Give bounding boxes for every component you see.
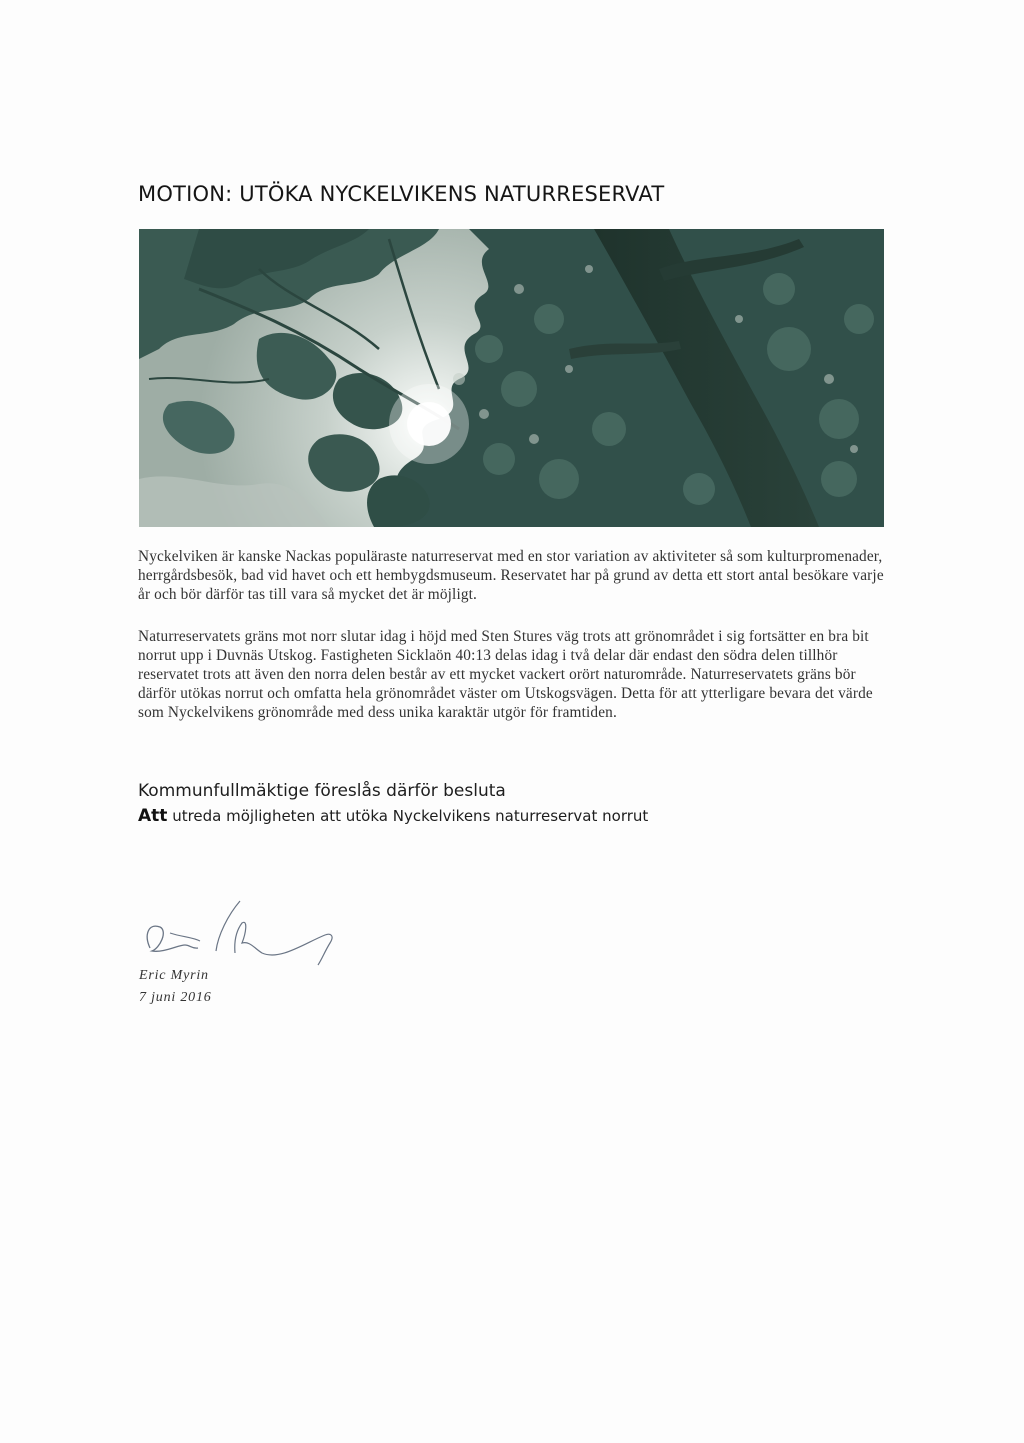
att-word: Att: [138, 806, 168, 826]
paragraph-2: Naturreservatets gräns mot norr slutar idag i höjd med Sten Stures väg trots att grönområdet i sig fortsätter en bra bit norrut upp i Duvnäs Utskog. Fastigheten Sicklaön 40:13 delas idag i två delar där endast den södra delen tillhör reservatet trots att även den norra delen består av ett mycket vackert orört naturområde. Naturreservatets gräns bör därför utökas norrut och omfatta hela grönområdet väster om Utskogsvägen. Detta för att ytterligare bevara det värde som Nyckelvikens grönområde med dess unika karaktär utgör för framtiden.: [138, 628, 873, 721]
decision-proposal: utreda möjligheten att utöka Nyckelvikens naturreservat norrut: [172, 807, 649, 825]
decision-proposal-line: [138, 806, 648, 826]
signatory-name: Eric Myrin: [139, 968, 209, 983]
document-title: MOTION: UTÖKA NYCKELVIKENS NATURRESERVAT: [138, 182, 665, 206]
paragraph-1: Nyckelviken är kanske Nackas populäraste naturreservat med en stor variation av aktiviteter så som kulturpromenader, herrgårdsbesök, bad vid havet och ett hembygdsmuseum. Reservatet har på grund av detta ett stort antal besökare varje år och bör därför tas till vara så mycket det är möjligt.: [138, 548, 884, 603]
tree-canopy-photo: [139, 229, 884, 527]
handwritten-signature: [130, 893, 355, 975]
signature-date: 7 juni 2016: [139, 990, 212, 1005]
decision-heading: Kommunfullmäktige föreslås därför besluta: [138, 781, 506, 801]
